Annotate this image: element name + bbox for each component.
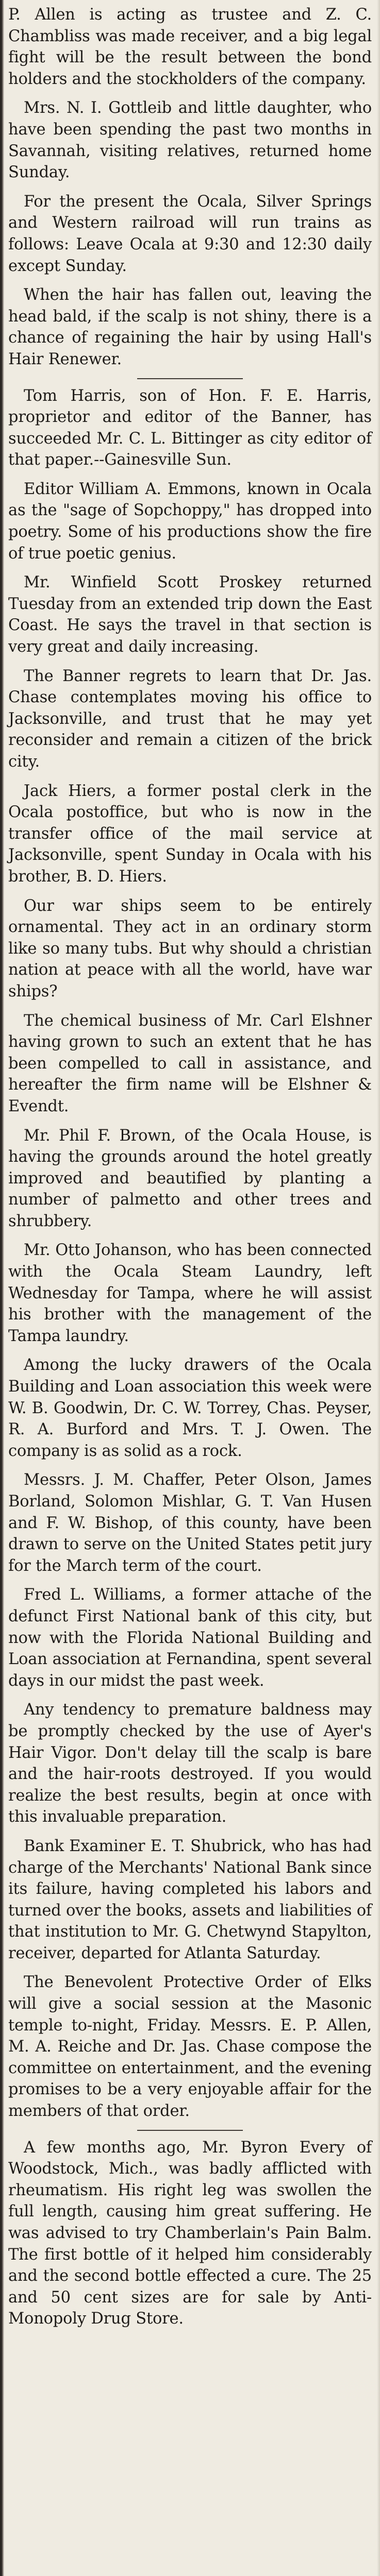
news-item-tom-harris: Tom Harris, son of Hon. F. E. Harris, proprietor and editor of the Banner, has succeeded Mr. C. L. Bittinger as city editor of that paper.--Gainesville Sun.: [8, 386, 372, 469]
news-item-railroad: For the present the Ocala, Silver Springs and Western railroad will run trains as follows: Leave Ocala at 9:30 and 12:30 daily except Sunday.: [8, 192, 372, 275]
news-item-fred-williams: Fred L. Williams, a former attache of the defunct First National bank of this city, but now with the Florida National Building and Loan association at Fernandina, spent several days in our midst the past week.: [8, 1586, 372, 1690]
news-item-war-ships: Our war ships seem to be entirely ornamental. They act in an ordinary storm like so many tubs. But why should a christian nation at peace with all the world, have war ships?: [8, 896, 372, 1001]
column-border: [0, 0, 4, 2576]
news-item-jack-hiers: Jack Hiers, a former postal clerk in the Ocala postoffice, but who is now in the transfer office of the mail service at Jacksonville, spent Sunday in Ocala with his brother, B. D. Hiers.: [8, 782, 372, 886]
news-item-ocala-house: Mr. Phil F. Brown, of the Ocala House, is having the grounds around the hotel greatly improved and beautified by planting a number of palmetto and other trees and shrubbery.: [8, 1126, 372, 1230]
page-edge: [377, 0, 380, 2576]
news-item-emmons: Editor William A. Emmons, known in Ocala as the "sage of Sopchoppy," has dropped into poetry. Some of his productions show the fire of true poetic genius.: [8, 480, 372, 563]
news-item-chamberlains-pain-balm: A few months ago, Mr. Byron Every of Woodstock, Mich., was badly afflicted with rheumatism. His right leg was swollen the full length, causing him great suffering. He was advised to try Chamberlain's Pain Balm. The first bottle of it helped him considerably and the second bottle effected a cure. The 25 and 50 cent sizes are for sale by Anti-Monopoly Drug Store.: [8, 2138, 372, 2328]
news-item-dr-chase: The Banner regrets to learn that Dr. Jas. Chase contemplates moving his office to Jacksonville, and trust that he may yet reconsider and remain a citizen of the brick city.: [8, 667, 372, 771]
column-divider: [137, 378, 243, 379]
news-item-building-loan: Among the lucky drawers of the Ocala Building and Loan association this week were W. B. Goodwin, Dr. C. W. Torrey, Chas. Peyser, R. A. Burford and Mrs. T. J. Owen. The company is as solid as a rock.: [8, 1356, 372, 1460]
news-item-johanson: Mr. Otto Johanson, who has been connected with the Ocala Steam Laundry, left Wednesday for Tampa, where he will assist his brother with the management of the Tampa laundry.: [8, 1241, 372, 1345]
news-item-gottleib: Mrs. N. I. Gottleib and little daughter, who have been spending the past two months in Savannah, visiting relatives, returned home Sunday.: [8, 99, 372, 182]
news-item-petit-jury: Messrs. J. M. Chaffer, Peter Olson, James Borland, Solomon Mishlar, G. T. Van Husen and F. W. Bishop, of this county, have been drawn to serve on the United States petit jury for the March term of the court.: [8, 1471, 372, 1575]
news-item-halls-hair-renewer: When the hair has fallen out, leaving the head bald, if the scalp is not shiny, there is a chance of regaining the hair by using Hall's Hair Renewer.: [8, 286, 372, 368]
news-item-elks: The Benevolent Protective Order of Elks will give a social session at the Masonic temple to-night, Friday. Messrs. E. P. Allen, M. A. Reiche and Dr. Jas. Chase compose the committee on entertainment, and the evening promises to be a very enjoyable affair for the members of that order.: [8, 1973, 372, 2121]
news-item-elshner: The chemical business of Mr. Carl Elshner having grown to such an extent that he has been compelled to call in assistance, and hereafter the firm name will be Elshner & Evendt.: [8, 1011, 372, 1115]
news-item-receiver: P. Allen is acting as trustee and Z. C. Chambliss was made receiver, and a big legal fight will be the result between the bond holders and the stockholders of the company.: [8, 6, 372, 88]
news-item-ayers-hair-vigor: Any tendency to premature baldness may be promptly checked by the use of Ayer's Hair Vigor. Don't delay till the scalp is bare and the hair-roots destroyed. If you would realize the best results, begin at once with this invaluable preparation.: [8, 1701, 372, 1826]
column-divider: [137, 2130, 243, 2131]
news-item-proskey: Mr. Winfield Scott Proskey returned Tuesday from an extended trip down the East Coast. He says the travel in that section is very great and daily increasing.: [8, 573, 372, 656]
news-item-bank-examiner: Bank Examiner E. T. Shubrick, who has had charge of the Merchants' National Bank since its failure, having completed his labors and turned over the books, assets and liabilities of that institution to Mr. G. Chetwynd Stapylton, receiver, departed for Atlanta Saturday.: [8, 1837, 372, 1962]
local-news-column: [8, 4, 372, 2337]
